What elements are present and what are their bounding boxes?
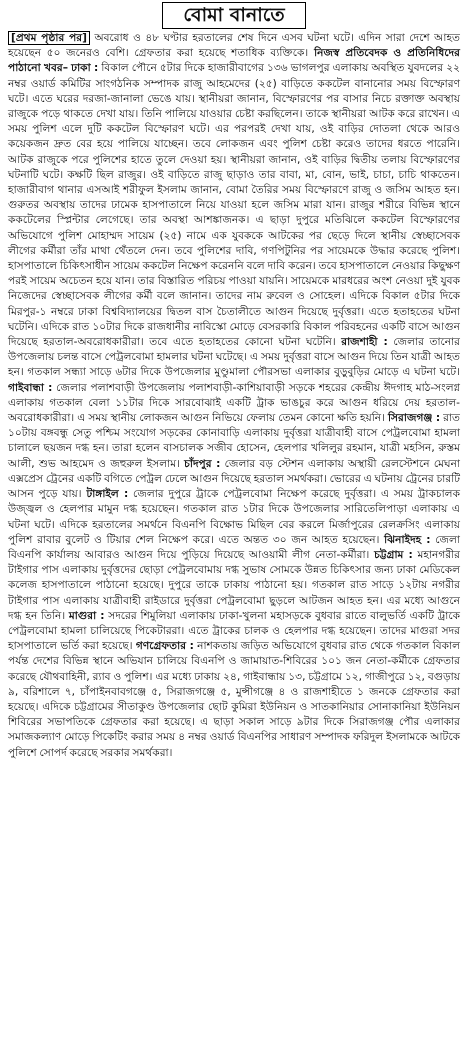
tangail-text: জেলার দুপুরে ট্রাকে পেট্রলবোমা নিক্ষেপ করেছে দুর্বৃত্তরা। এ সময় ট্রাকচালক উজ্জ্বল ও হেলপার মামুন দগ্ধ হয়েছেন। গতকাল রাত ১টার দিকে উপজেলার সারিতেলিপাড়া এলাকায় এ ঘটনা ঘটে। এদিকে হরতালের সমর্থনে বিএনপি বিক্ষোভ মিছিল বের করলে মির্জাপুরের রেলক্রসিং এলাকায় পুলিশ রাবার বুলেট ও টিয়ার শেল নিক্ষেপ করে। এতে অন্তত ৩০ জন আহত হয়েছেন। <box>8 488 460 546</box>
headline: বোমা বানাতে <box>162 2 305 29</box>
headline-container <box>8 2 460 29</box>
intro-text: অবরোধ ও ৪৮ ঘণ্টার হরতালের শেষ দিনে এসব ঘটনা ঘটে। এদিন সারা দেশে আহত হয়েছেন ৫০ জনেরও বেশি। গ্রেফতার করা হয়েছে শতাধিক ব্যক্তিকে। <box>8 32 460 60</box>
arrests-text: নাশকতায় জড়িত অভিযোগে বুধবার রাত থেকে গতকাল বিকাল পর্যন্ত দেশের বিভিন্ন স্থানে অভিযান চালিয়ে বিএনপি ও জামায়াত-শিবিরের ১০১ জন নেতা-কর্মীকে গ্রেফতার করেছে যৌথবাহিনী, র‌্যাব ও পুলিশ। এর মধ্যে ঢাকায় ২৪, গাইবান্ধায় ১৩, চট্টগ্রামে ১২, গাজীপুরে ১২, বগুড়ায় ৯, বরিশালে ৭, চাঁপাইনবাবগঞ্জে ৫, সিরাজগঞ্জে ৫, মুন্সীগঞ্জে ৪ ও রাজশাহীতে ১ জনকে গ্রেফতার করা হয়েছে। এদিকে চট্টগ্রামের সীতাকুণ্ড উপজেলার ছোট কুমিরা ইউনিয়ন ও সাতকানিয়ার সোনাকানিয়া ইউনিয়ন শিবিরের সভাপতিকে গ্রেফতার করা হয়েছে। এ ছাড়া সকাল সাড়ে ৯টার দিকে সিরাজগঞ্জ পৌর এলাকার সমাজকল্যাণ মোড়ে পিকেটিং করার সময় ৪ নম্বর ওয়ার্ড বিএনপির সাধারণ সম্পাদক ফরিদুল ইসলামকে আটকে পুলিশে সোপর্দ করেছে সরকার সমর্থকরা। <box>8 640 461 759</box>
rajshahi-text: জেলার তানোর উপজেলায় চলন্ত বাসে পেট্রলবোমা হামলার ঘটনা ঘটেছে। এ সময় দুর্বৃত্তরা বাসে আগুন দিয়ে তিন যাত্রী আহত হন। গতকাল সন্ধ্যা সাড়ে ৬টার দিকে উপজেলার মুণ্ডুমালা পৌরসভা এলাকার বুড়ুবুড়ির মোড়ে এ ঘটনা ঘটে। <box>8 336 460 379</box>
dateline-magura: মাগুরা : <box>68 609 105 622</box>
dateline-chandpur: চাঁদপুর : <box>184 457 221 470</box>
dhaka-text: বিকাল পৌনে ৫টার দিকে হাজারীবাগের ১৩৬ ভাগলপুর এলাকায় অবস্থিত যুবদলের ২২ নম্বর ওয়ার্ড কমিটির সাংগঠনিক সম্পাদক রাজু আহমেদের (২৫) বাড়িতে ককটেল বানানোর সময় বিস্ফোরণ ঘটে। এতে ঘরের দরজা-জানালা ভেঙে যায়। স্থানীয়রা জানান, বিস্ফোরণের পর বাসার নিচে রক্তাক্ত অবস্থায় রাজুকে পড়ে থাকতে দেখা যায়। তিনি পালিয়ে যাওয়ার চেষ্টা করছিলেন। তাকে স্থানীয়রা আটক করে রাখেন। এ সময় পুলিশ এলে দুটি ককটেল বিস্ফোরণ ঘটে। এর পরপরই দেখা যায়, ওই বাড়ির দোতলা থেকে আরও কয়েকজন দ্রুত বের হয়ে পালিয়ে যাচ্ছেন। তবে লোকজন এবং পুলিশ চেষ্টা করেও তাদের ধরতে পারেনি। আটক রাজুকে পরে পুলিশের হাতে তুলে দেওয়া হয়। স্থানীয়রা জানান, ওই বাড়ির দ্বিতীয় তলায় বিস্ফোরণের ঘটনাটি ঘটে। কক্ষটি ছিল রাজুর। ওই বাড়িতে রাজু ছাড়াও তার বাবা, মা, বোন, ভাই, চাচা, চাচি থাকতেন। হাজারীবাগ থানার এসআই শরীফুল ইসলাম জানান, বোমা তৈরির সময় বিস্ফোরণে রাজু ও জসিম আহত হন। গুরুতর অবস্থায় তাদের ঢামেক হাসপাতালে নিয়ে যাওয়া হলে জসিম মারা যান। রাজুর শরীরে বিভিন্ন স্থানে ককটেলের স্প্লিন্টার লেগেছে। তার অবস্থা আশঙ্কাজনক। এ ছাড়া দুপুরে মতিঝিলে ককটেল বিস্ফোরণের অভিযোগে পুলিশ মোহাম্মদ সায়েম (২৫) নামে এক যুবককে আটকের পর ছেড়ে দিলে স্থানীয় স্বেচ্ছাসেবক লীগের কর্মীরা তাঁর মাথা থেঁতলে দেন। তবে পুলিশের দাবি, গণপিটুনির পর সায়েমকে উদ্ধার করেছে পুলিশ। হাসপাতালে চিকিৎসাধীন সায়েম ককটেল নিক্ষেপ করেননি বলে দাবি করেন। তবে হাসপাতালে নেওয়ার কিছুক্ষণ পরই সায়েম অচেতন হয়ে যান। তার বিস্তারিত পরিচয় পাওয়া যায়নি। সায়েমকে মারধরের অংশ নেওয়া দুই যুবক নিজেদের স্বেচ্ছাসেবক লীগের কর্মী বলে জানান। তাদের নাম রুবেল ও সোহেল। এদিকে বিকাল ৫টার দিকে মিরপুর-১ নম্বরে ঢাকা বিশ্ববিদ্যালয়ের দ্বিতল বাস চৈতালীতে আগুন দিয়েছে দুর্বৃত্তরা। এতে হতাহতের ঘটনা ঘটেনি। এদিকে রাত ১০টার দিকে রাজধানীর নাবিস্কো মোড়ে বেসরকারি বিকাল পরিবহনের একটি বাসে আগুন দিয়েছে হরতাল-অবরোধকারীরা। তবে এতে হতাহতের কোনো ঘটনা ঘটেনি। <box>8 62 460 349</box>
dateline-tangail: টাঙ্গাইল : <box>86 488 129 501</box>
magura-text: সদরের শিমুলিয়া এলাকায় ঢাকা-খুলনা মহাসড়কে বুধবার রাতে বালুভর্তি একটি ট্রাকে পেট্রলবোমা হামলা চালিয়েছে পিকেটাররা। এতে ট্রাকের চালক ও হেলপার দগ্ধ হয়েছেন। তাদের মাগুরা সদর হাসপাতালে ভর্তি করা হয়েছে। <box>8 609 460 653</box>
continued-from-tag: [প্রথম পৃষ্ঠার পর] <box>8 31 90 45</box>
gaibandha-text: জেলার পলাশবাড়ী উপজেলায় পলাশবাড়ী-কাশিয়াবাড়ী সড়কে শহরের কেন্দ্রীয় ঈদগাহ মাঠ-সংলগ্ন এলাকায় গতকাল বেলা ১১টার দিকে সারবোঝাই একটি ট্রাক ভাঙচুর করে আগুন ধরিয়ে দেয় হরতাল-অবরোধকারীরা। এ সময় স্থানীয় লোকজন আগুন নিভিয়ে ফেলায় তেমন কোনো ক্ষতি হয়নি। <box>8 381 460 425</box>
jhenaidah-text: জেলা বিএনপি কার্যালয় আবারও আগুন দিয়ে পুড়িয়ে দিয়েছে আওয়ামী লীগ নেতা-কর্মীরা। <box>8 533 460 561</box>
dateline-arrests: গণগ্রেফতার : <box>135 640 194 653</box>
chandpur-text: জেলার বড় স্টেশন এলাকায় অস্থায়ী রেলস্টেশনে মেঘনা এক্সপ্রেস ট্রেনের একটি বগিতে পেট্রল ঢেলে আগুন দিয়েছে হরতাল সমর্থকরা। ভোরের এ ঘটনায় ট্রেনের চারটি আসন পুড়ে যায়। <box>8 457 460 501</box>
dateline-chittagong: চট্টগ্রাম : <box>374 548 413 561</box>
dateline-jhenaidah: ঝিনাইদহ : <box>384 533 431 546</box>
dateline-dhaka: ঢাকা : <box>71 62 99 75</box>
dateline-gaibandha: গাইবান্ধা : <box>8 381 53 394</box>
byline: নিজস্ব প্রতিবেদক ও প্রতিনিধিদের পাঠানো খবর– <box>8 47 460 75</box>
article-body <box>8 31 460 761</box>
dateline-sirajganj: সিরাজগঞ্জ : <box>388 412 441 425</box>
sirajganj-text: রাত ১০টায় বঙ্গবন্ধু সেতু পশ্চিম সংযোগ সড়কের কোনাবাড়ি এলাকায় দুর্বৃত্তরা যাত্রীবাহী বাসে পেট্রলবোমা হামলা চালালে ছয়জন দগ্ধ হন। তারা হলেন বাসচালক সজীব হোসেন, হেলপার খলিলুর রহমান, যাত্রী মহসিন, রুস্তম আলী, শুভ আহমেদ ও জহুরুল ইসলাম। <box>8 412 461 470</box>
article-text <box>8 31 460 761</box>
chittagong-text: মহানগরীর টাইগার পাস এলাকায় দুর্বৃত্তদের ছোড়া পেট্রলবোমায় দগ্ধ সুভাষ সোমকে উন্নত চিকিৎসার জন্য ঢাকা মেডিকেল কলেজ হাসপাতালে পাঠানো হয়েছে। দুপুরে তাকে ঢাকায় পাঠানো হয়। গতকাল রাত সাড়ে ১২টায় নগরীর টাইগার পাস এলাকায় যাত্রীবাহী রাইডারে দুর্বৃত্তরা পেট্রলবোমা ছুড়লে আটজন আহত হন। এর মধ্যে আগুনে দগ্ধ হন তিনি। <box>8 548 461 622</box>
dateline-rajshahi: রাজশাহী : <box>341 336 388 349</box>
